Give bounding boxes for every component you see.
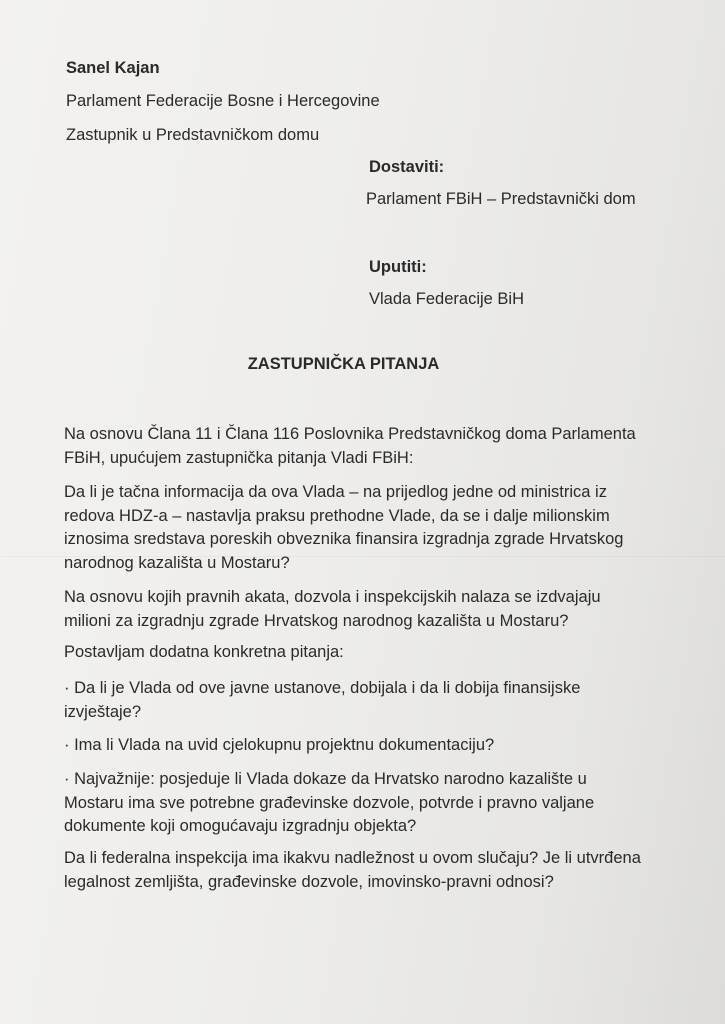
paragraph-question-1 xyxy=(64,481,674,575)
delivery-label: Dostaviti: xyxy=(369,158,445,176)
bullet-building-permits xyxy=(64,768,674,839)
paragraph-line: narodnog kazališta u Mostaru? xyxy=(64,553,290,572)
paragraph-line: iznosima sredstava poreskih obveznika finansira izgradnja zgrade Hrvatskog xyxy=(64,530,624,548)
paragraph-inspection xyxy=(64,847,674,894)
paragraph-line: redova HDZ-a – nastavlja praksu prethodne Vlade, da se i dalje milionskim xyxy=(64,506,610,525)
paragraph-additional-intro xyxy=(64,641,674,665)
paragraph-line: Mostaru ima sve potrebne građevinske dozvole, potvrde i pravno valjane xyxy=(64,793,595,812)
sender-role: Zastupnik u Predstavničkom domu xyxy=(66,126,320,144)
paragraph-line: dokumente koji omogućavaju izgradnju objekta? xyxy=(64,817,417,835)
bullet-financial-reports xyxy=(64,677,674,724)
paragraph-line: Da li je tačna informacija da ova Vlada – na prijedlog jedne od ministrica iz xyxy=(64,483,607,501)
paragraph-legal-basis xyxy=(64,423,674,470)
paragraph-line: Na osnovu kojih pravnih akata, dozvola i inspekcijskih nalaza se izdvajaju xyxy=(64,588,601,606)
document-title: ZASTUPNIČKA PITANJA xyxy=(247,355,440,373)
paragraph-line: · Najvažnije: posjeduje li Vlada dokaze da Hrvatsko narodno kazalište u xyxy=(64,770,587,788)
paragraph-line: · Da li je Vlada od ove javne ustanove, dobijala i da li dobija finansijske xyxy=(64,679,581,697)
delivery-recipient: Parlament FBiH – Predstavnički dom xyxy=(366,190,636,208)
paragraph-line: Da li federalna inspekcija ima ikakvu nadležnost u ovom slučaju? Je li utvrđena xyxy=(64,849,641,867)
sender-institution: Parlament Federacije Bosne i Hercegovine xyxy=(66,92,380,110)
paragraph-line: legalnost zemljišta, građevinske dozvole, imovinsko-pravni odnosi? xyxy=(64,872,554,891)
paragraph-question-2 xyxy=(64,586,674,633)
bullet-project-documentation xyxy=(64,734,674,758)
paragraph-line: milioni za izgradnju zgrade Hrvatskog narodnog kazališta u Mostaru? xyxy=(64,611,569,630)
paragraph-line: · Ima li Vlada na uvid cjelokupnu projektnu dokumentaciju? xyxy=(64,736,495,754)
direct-to-label: Uputiti: xyxy=(369,258,427,276)
paragraph-line: FBiH, upućujem zastupnička pitanja Vladi FBiH: xyxy=(64,448,414,467)
paragraph-line: izvještaje? xyxy=(64,702,142,721)
direct-to-recipient: Vlada Federacije BiH xyxy=(369,290,524,308)
sender-name: Sanel Kajan xyxy=(66,59,160,77)
paragraph-line: Na osnovu Člana 11 i Člana 116 Poslovnika Predstavničkog doma Parlamenta xyxy=(64,425,636,443)
paragraph-line: Postavljam dodatna konkretna pitanja: xyxy=(64,643,344,661)
